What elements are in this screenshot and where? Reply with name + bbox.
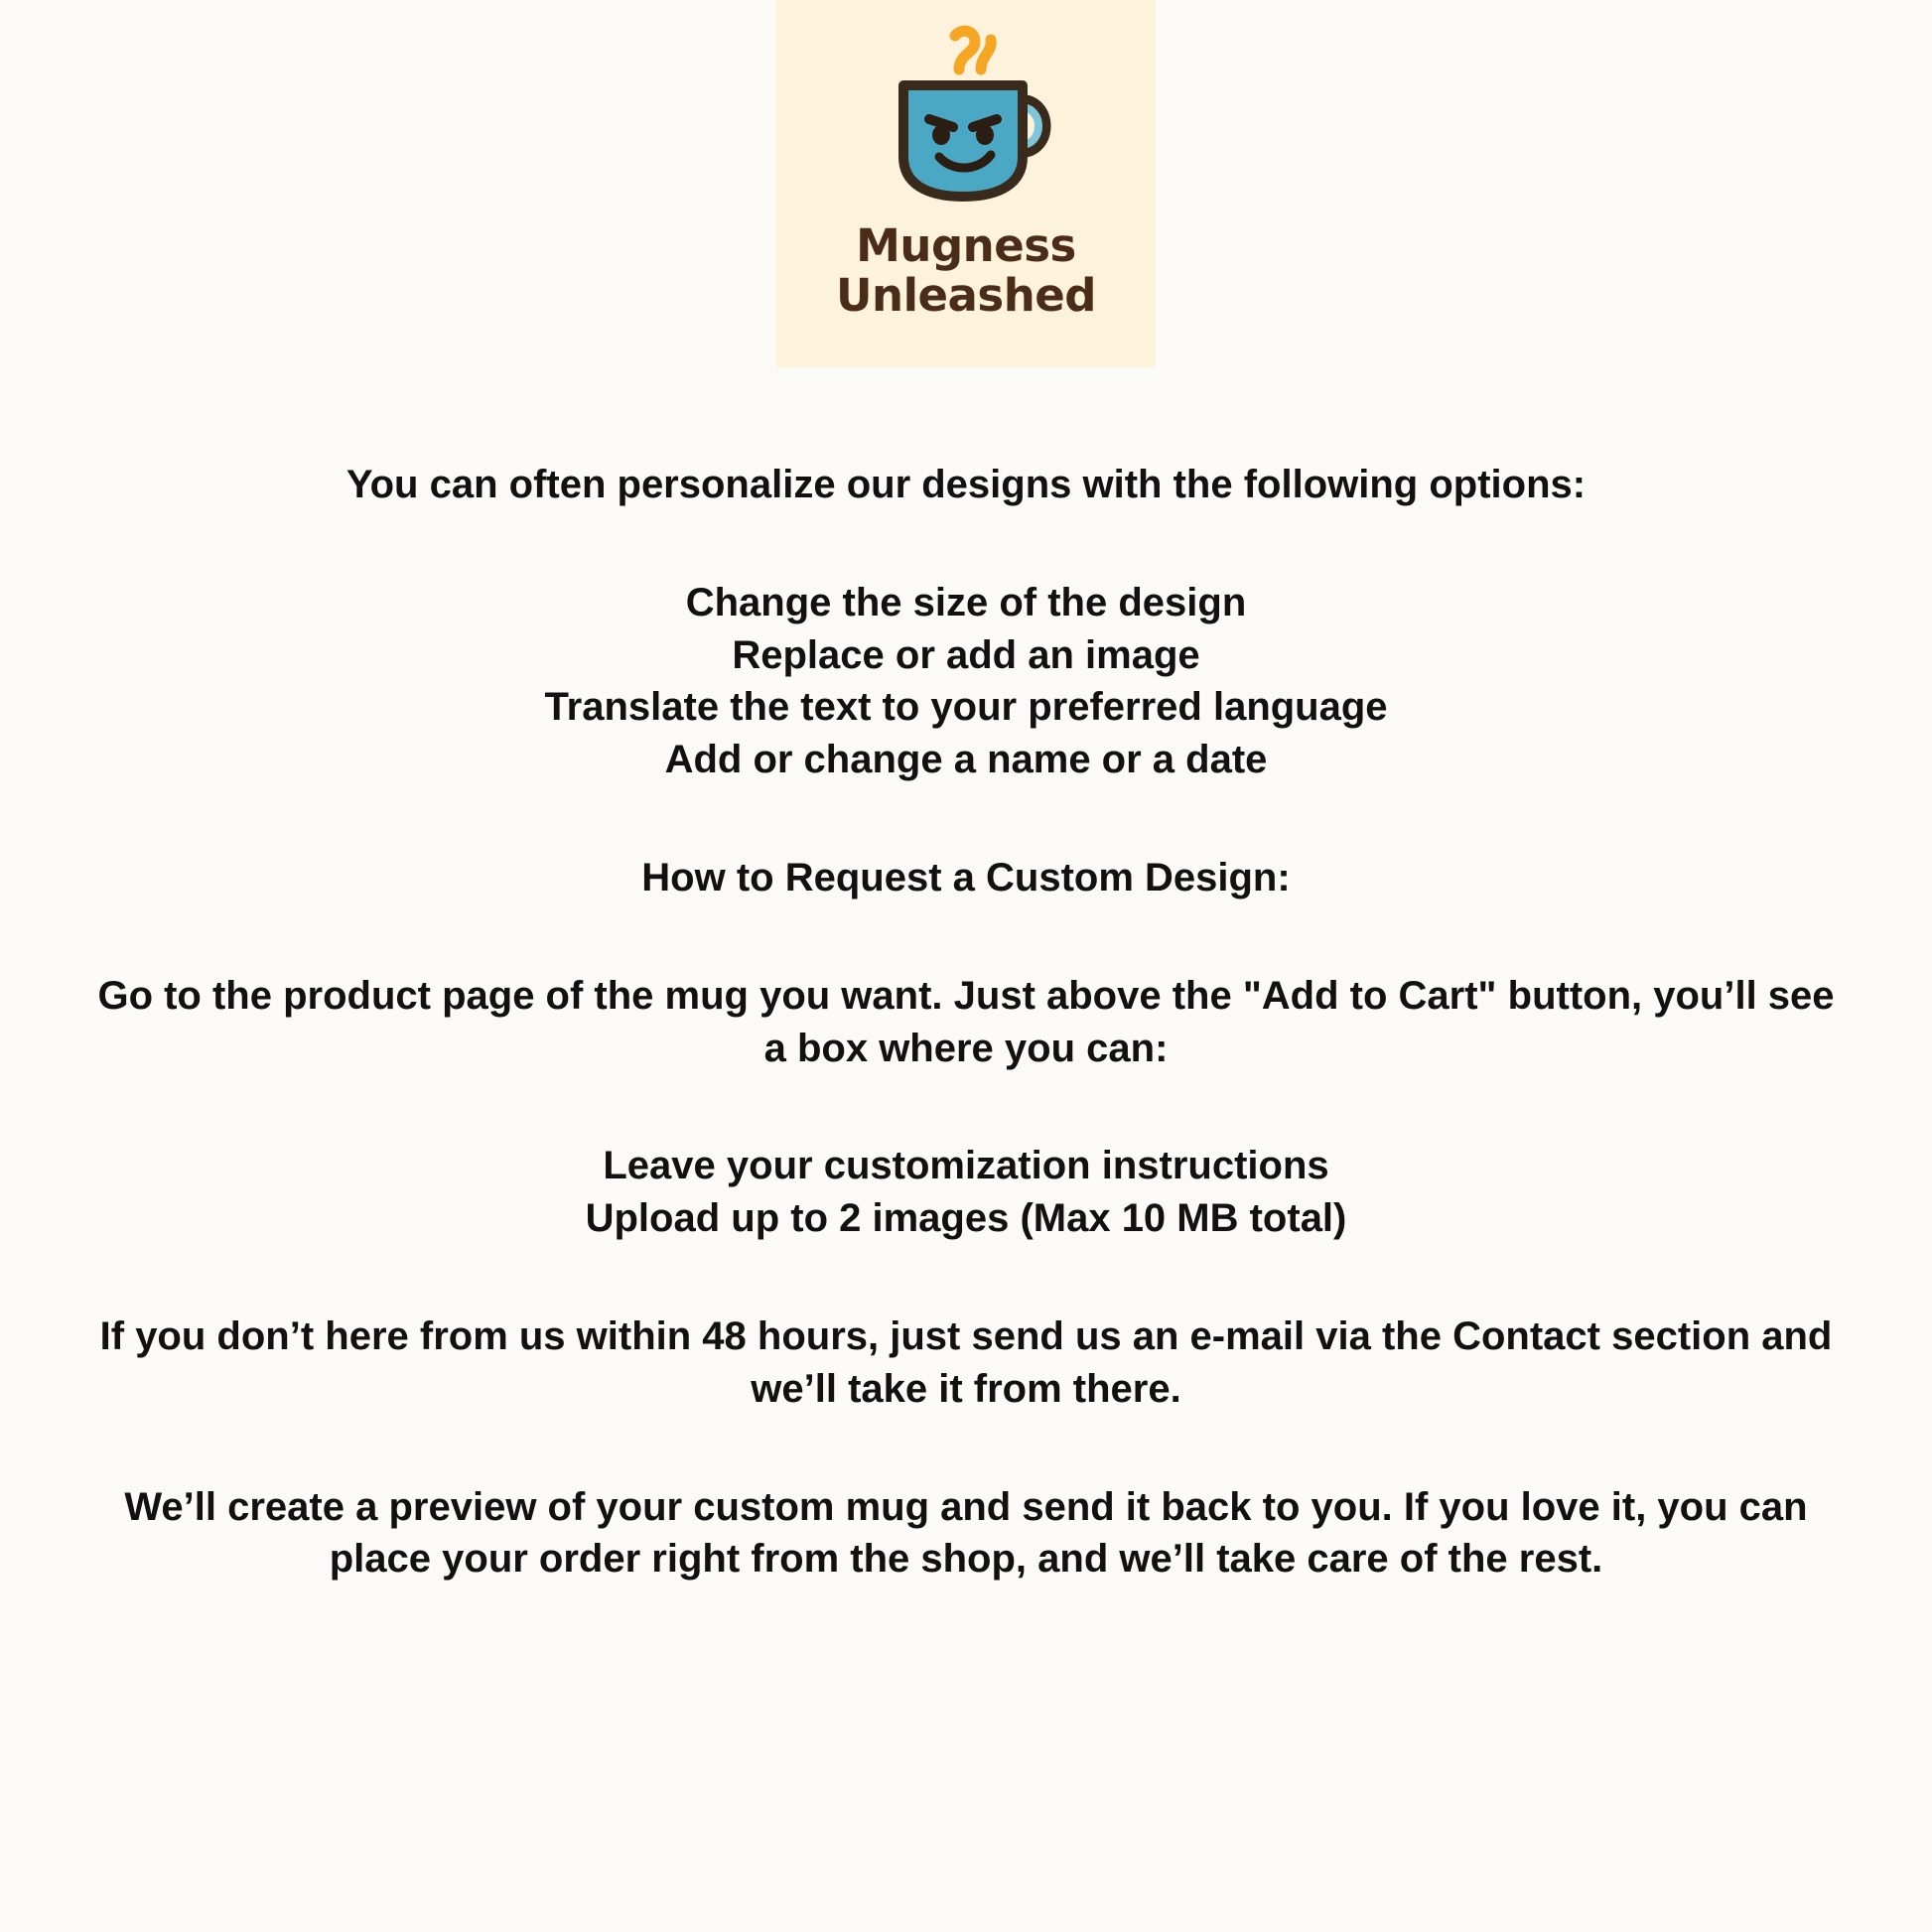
body-copy [92,459,1840,1586]
how-to-intro: Go to the product page of the mug you want. Just above the "Add to Cart" button, you’ll see a box where you can: [97,973,1835,1070]
option-item: Translate the text to your preferred language [544,685,1388,730]
brand-name [836,221,1096,322]
brand-name-line1: Mugness [856,219,1076,272]
option-item: Replace or add an image [732,632,1200,677]
intro-text: You can often personalize our designs with the following options: [345,463,1587,506]
brand-name-line2: Unleashed [836,269,1096,323]
steaming-coffee-mug-icon [842,8,1090,221]
option-item: Change the size of the design [685,580,1247,624]
how-to-heading: How to Request a Custom Design: [641,855,1291,899]
option-item: Add or change a name or a date [664,738,1268,782]
brand-logo-block [776,0,1156,367]
box-action-item: Upload up to 2 images (Max 10 MB total) [585,1196,1347,1241]
box-action-item: Leave your customization instructions [603,1144,1329,1188]
closing-text: We’ll create a preview of your custom mug and send it back to you. If you love it, you can place your order right from the shop, and we’ll take care of the rest. [124,1484,1808,1582]
followup-text: If you don’t here from us within 48 hours, just send us an e-mail via the Contact section and we’ll take it from there. [99,1313,1833,1411]
